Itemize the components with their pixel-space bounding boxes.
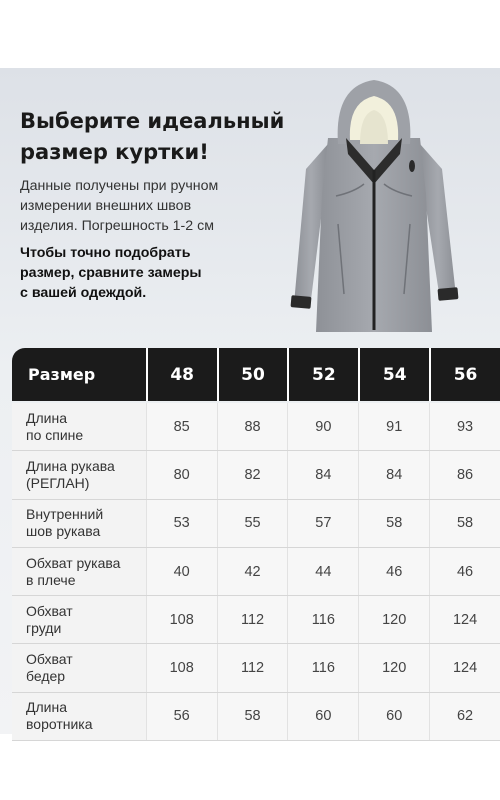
table-cell: 84 bbox=[287, 451, 358, 498]
row-label-line: Внутренний bbox=[26, 506, 104, 523]
row-label-line: бедер bbox=[26, 668, 66, 685]
row-label bbox=[12, 548, 146, 595]
table-cell: 88 bbox=[217, 403, 288, 450]
row-label-line: Длина рукава bbox=[26, 457, 115, 474]
size-header: 54 bbox=[358, 348, 429, 401]
row-label-line: в плече bbox=[26, 571, 76, 588]
row-label-line: по спине bbox=[26, 426, 84, 443]
title-line: Выберите идеальный bbox=[20, 109, 285, 133]
row-label-line: шов рукава bbox=[26, 523, 101, 540]
table-cell: 46 bbox=[358, 548, 429, 595]
table-row bbox=[12, 500, 500, 548]
row-label-line: Обхват bbox=[26, 651, 73, 668]
jacket-image bbox=[276, 74, 472, 338]
row-label bbox=[12, 693, 146, 740]
table-cell: 44 bbox=[287, 548, 358, 595]
table-cell: 112 bbox=[217, 596, 288, 643]
row-label-line: Длина bbox=[26, 699, 67, 716]
table-row bbox=[12, 548, 500, 596]
table-cell: 58 bbox=[358, 500, 429, 547]
row-label-line: Обхват bbox=[26, 602, 73, 619]
table-cell: 93 bbox=[429, 403, 500, 450]
table-cell: 56 bbox=[146, 693, 217, 740]
table-cell: 85 bbox=[146, 403, 217, 450]
row-label bbox=[12, 451, 146, 498]
table-row bbox=[12, 596, 500, 644]
size-header: 48 bbox=[146, 348, 217, 401]
hint-line: Чтобы точно подобрать bbox=[20, 245, 191, 261]
row-label bbox=[12, 500, 146, 547]
title-line: размер куртки! bbox=[20, 140, 209, 164]
table-cell: 55 bbox=[217, 500, 288, 547]
table-cell: 53 bbox=[146, 500, 217, 547]
row-label-line: груди bbox=[26, 619, 62, 636]
table-cell: 82 bbox=[217, 451, 288, 498]
size-header: 52 bbox=[287, 348, 358, 401]
table-cell: 84 bbox=[358, 451, 429, 498]
size-hint bbox=[20, 243, 250, 303]
size-table bbox=[12, 348, 500, 741]
size-header: 50 bbox=[217, 348, 288, 401]
row-label bbox=[12, 403, 146, 450]
table-cell: 116 bbox=[287, 644, 358, 691]
table-row bbox=[12, 403, 500, 451]
table-cell: 46 bbox=[429, 548, 500, 595]
hint-line: с вашей одеждой. bbox=[20, 285, 147, 301]
table-cell: 108 bbox=[146, 644, 217, 691]
table-cell: 40 bbox=[146, 548, 217, 595]
table-cell: 86 bbox=[429, 451, 500, 498]
size-header: 56 bbox=[429, 348, 500, 401]
row-label-line: воротника bbox=[26, 716, 93, 733]
table-row bbox=[12, 644, 500, 692]
hint-line: размер, сравните замеры bbox=[20, 265, 202, 281]
header-label: Размер bbox=[28, 365, 96, 384]
description-line: изделия. Погрешность 1-2 см bbox=[20, 218, 214, 234]
description-line: измерении внешних швов bbox=[20, 198, 192, 214]
table-header-row bbox=[12, 348, 500, 401]
table-cell: 42 bbox=[217, 548, 288, 595]
table-cell: 58 bbox=[217, 693, 288, 740]
table-cell: 120 bbox=[358, 644, 429, 691]
table-cell: 57 bbox=[287, 500, 358, 547]
row-label-line: Обхват рукава bbox=[26, 554, 121, 571]
table-row bbox=[12, 451, 500, 499]
row-label-line: (РЕГЛАН) bbox=[26, 474, 90, 491]
table-cell: 62 bbox=[429, 693, 500, 740]
table-cell: 90 bbox=[287, 403, 358, 450]
table-cell: 124 bbox=[429, 596, 500, 643]
row-label bbox=[12, 596, 146, 643]
table-cell: 108 bbox=[146, 596, 217, 643]
table-cell: 124 bbox=[429, 644, 500, 691]
measurement-description bbox=[20, 176, 265, 236]
table-cell: 112 bbox=[217, 644, 288, 691]
description-line: Данные получены при ручном bbox=[20, 178, 219, 194]
table-cell: 116 bbox=[287, 596, 358, 643]
table-cell: 120 bbox=[358, 596, 429, 643]
table-cell: 58 bbox=[429, 500, 500, 547]
row-label-line: Длина bbox=[26, 409, 67, 426]
table-cell: 91 bbox=[358, 403, 429, 450]
table-row bbox=[12, 693, 500, 741]
table-cell: 80 bbox=[146, 451, 217, 498]
row-label bbox=[12, 644, 146, 691]
page-title bbox=[20, 106, 285, 168]
table-cell: 60 bbox=[358, 693, 429, 740]
table-cell: 60 bbox=[287, 693, 358, 740]
